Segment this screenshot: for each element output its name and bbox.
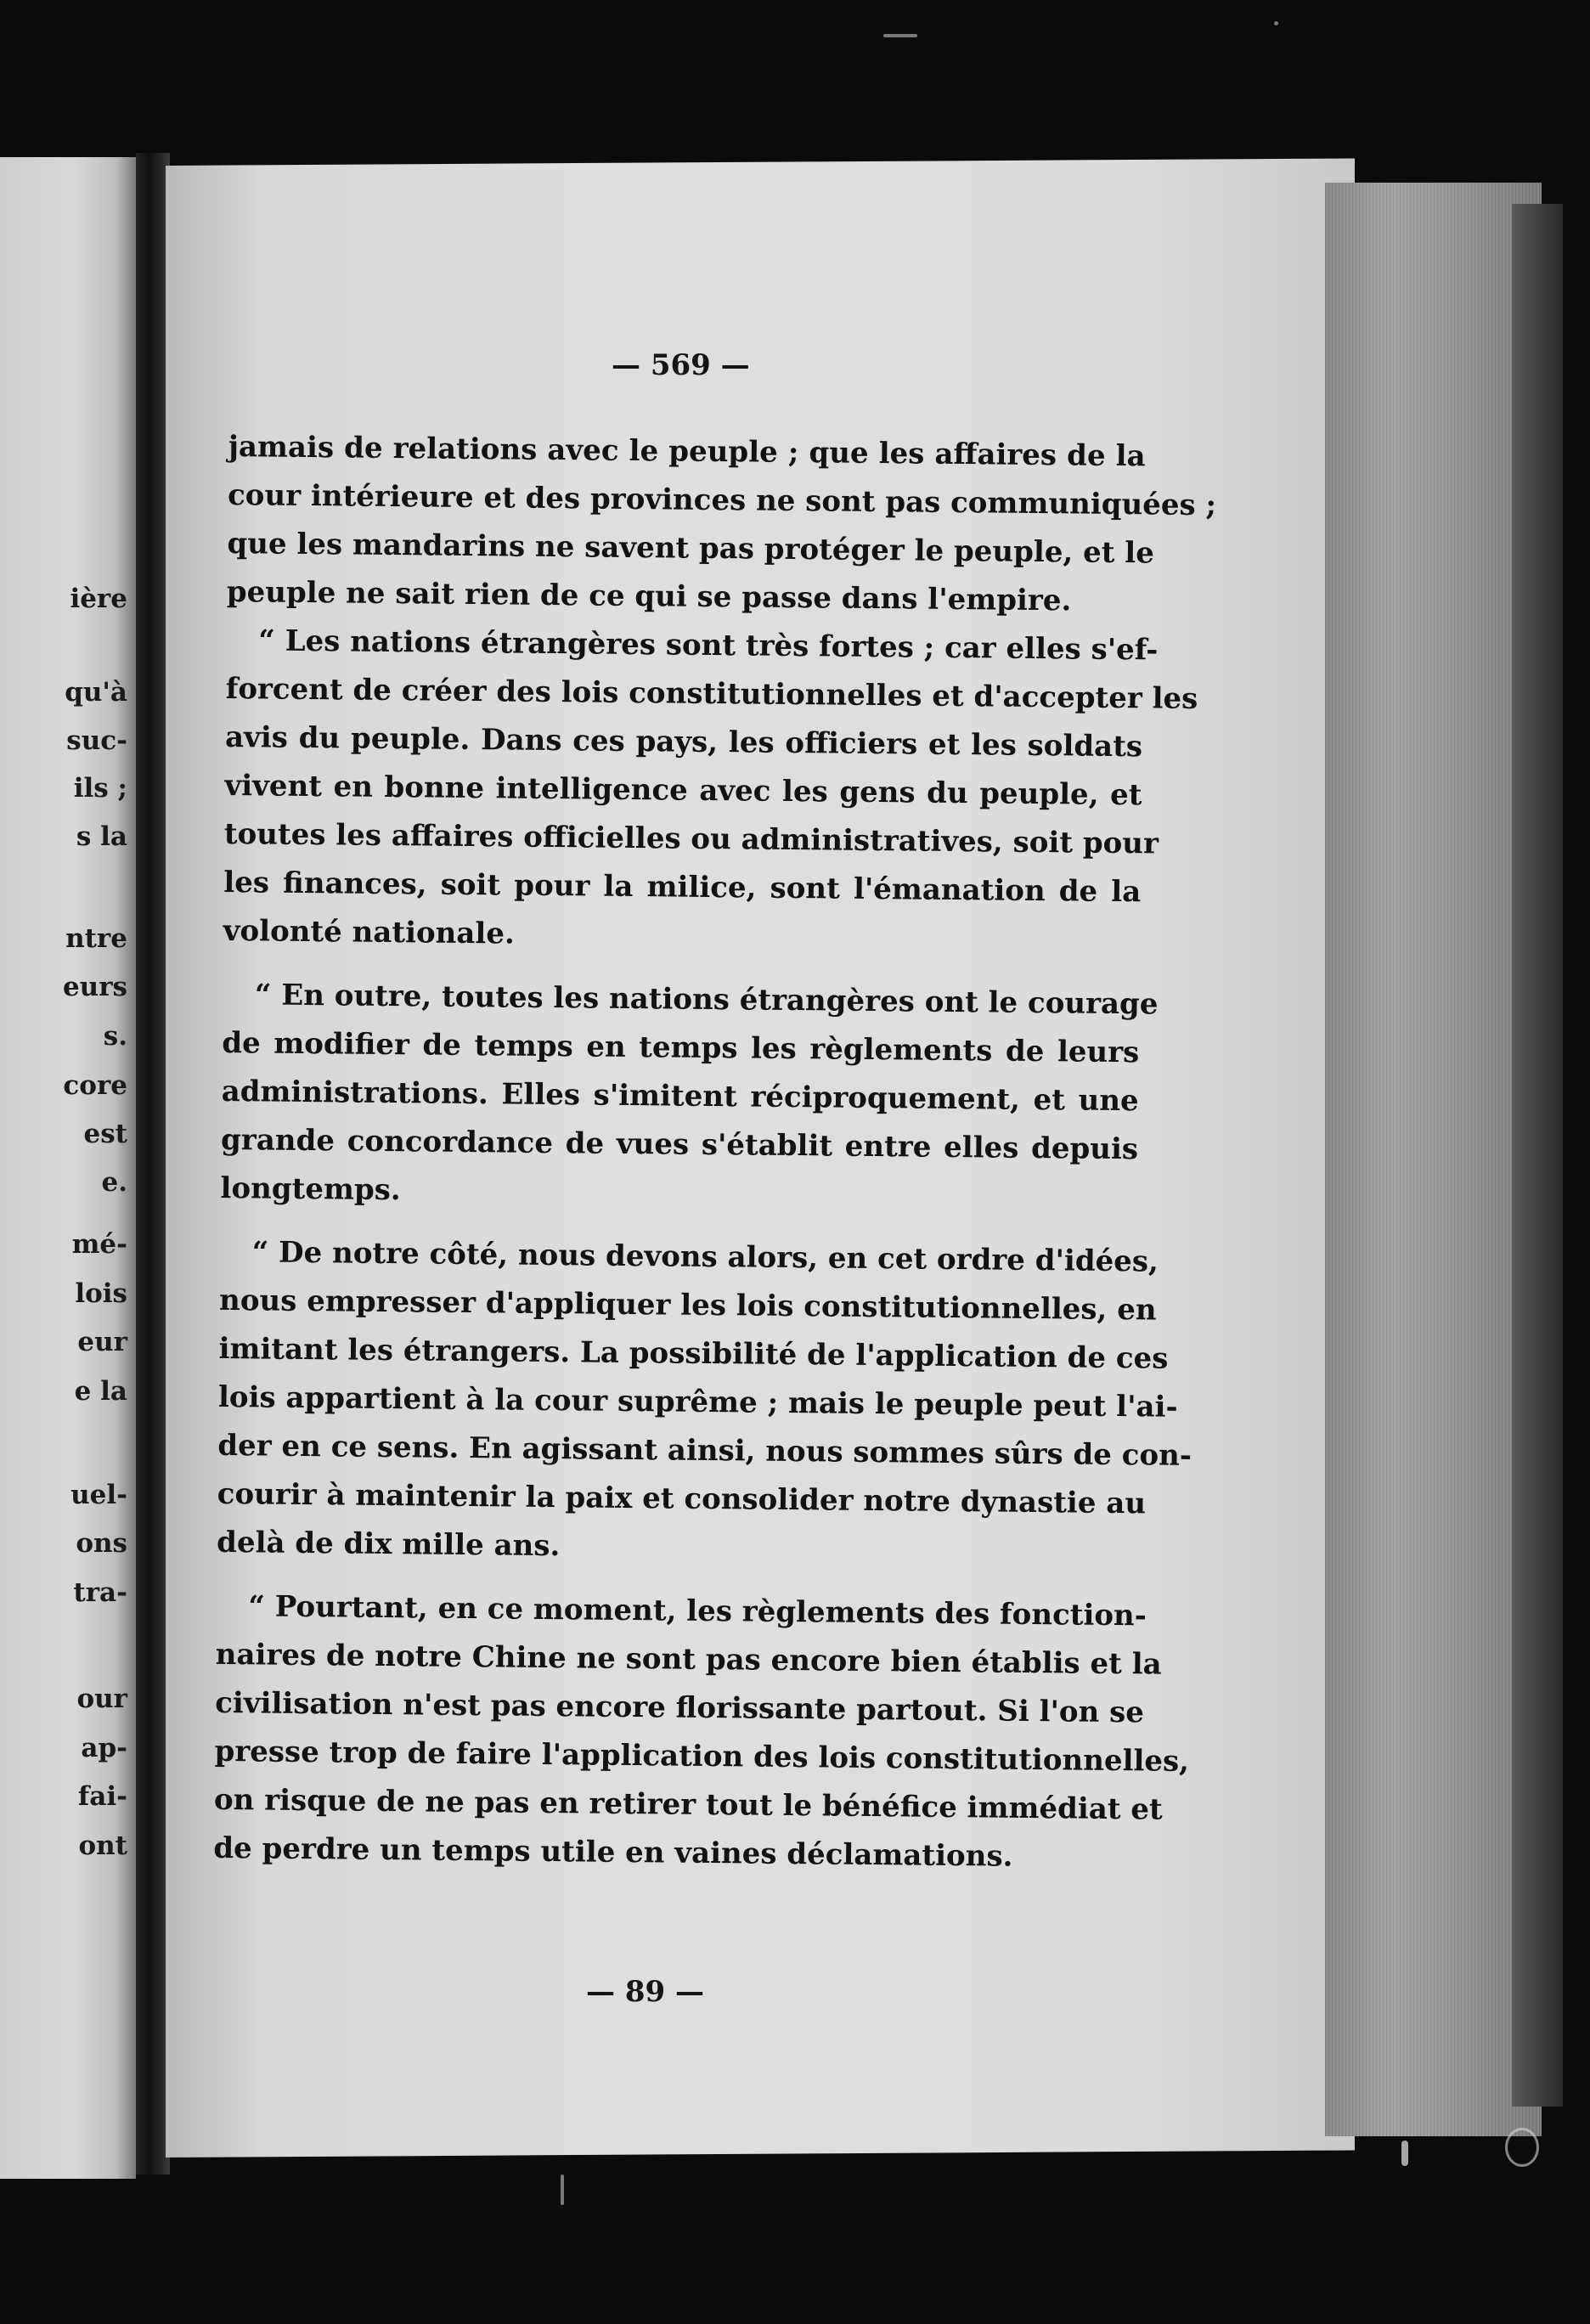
text-line: peuple ne sait rien de ce qui se passe dans l'empire. bbox=[226, 574, 1072, 618]
left-page-fragment: lois bbox=[75, 1278, 127, 1309]
left-page-fragment: s la bbox=[76, 821, 127, 852]
paragraph bbox=[226, 423, 1217, 626]
text-line: on risque de ne pas en retirer tout le bénéfice immédiat et bbox=[213, 1782, 1163, 1827]
left-page-fragment: est bbox=[83, 1119, 127, 1149]
text-line: “ De notre côté, nous devons alors, en cet ordre d'idées, bbox=[251, 1235, 1159, 1279]
text-line: imitant les étrangers. La possibilité de l'application de ces bbox=[218, 1331, 1169, 1376]
left-facing-page bbox=[0, 157, 136, 2179]
book-gutter bbox=[136, 153, 170, 2175]
text-line: toutes les affaires officielles ou administratives, soit pour bbox=[223, 816, 1159, 861]
text-line: nous empresser d'appliquer les lois constitutionnelles, en bbox=[218, 1283, 1157, 1328]
text-line: les finances, soit pour la milice, sont l'émanation de la bbox=[223, 865, 1142, 910]
left-page-fragment: mé- bbox=[71, 1229, 127, 1260]
scan-artifact bbox=[1401, 2141, 1408, 2166]
left-page-fragment: eur bbox=[77, 1327, 127, 1357]
left-page-fragment: core bbox=[63, 1070, 127, 1101]
page-edges-shadow bbox=[1512, 204, 1563, 2107]
text-line: cour intérieure et des provinces ne sont pas communiquées ; bbox=[227, 477, 1217, 523]
paragraph bbox=[223, 617, 1198, 965]
text-line: que les mandarins ne savent pas protéger le peuple, et le bbox=[227, 526, 1155, 571]
text-line: vivent en bonne intelligence avec les gens du peuple, et bbox=[224, 768, 1142, 813]
text-line: “ En outre, toutes les nations étrangères ont le courage bbox=[254, 978, 1159, 1022]
left-page-fragment: tra- bbox=[73, 1577, 127, 1608]
text-line: avis du peuple. Dans ces pays, les officiers et les soldats bbox=[224, 719, 1143, 764]
text-line: volonté nationale. bbox=[223, 913, 516, 951]
text-line: der en ce sens. En agissant ainsi, nous sommes sûrs de con- bbox=[217, 1428, 1192, 1473]
left-page-fragment: ntre bbox=[65, 923, 127, 954]
left-page-fragment: ons bbox=[76, 1528, 127, 1559]
text-line: naires de notre Chine ne sont pas encore bien établis et la bbox=[215, 1637, 1162, 1682]
paragraph bbox=[220, 971, 1159, 1222]
scan-artifact bbox=[561, 2175, 564, 2205]
left-page-fragment: e la bbox=[74, 1376, 127, 1407]
left-page-fragment: ap- bbox=[81, 1733, 127, 1763]
text-line: jamais de relations avec le peuple ; que les affaires de la bbox=[228, 429, 1146, 474]
left-page-fragment: ils ; bbox=[73, 773, 127, 804]
paragraph bbox=[213, 1582, 1190, 1882]
text-line: “ Pourtant, en ce moment, les règlements des fonction- bbox=[248, 1589, 1147, 1633]
scan-artifact bbox=[1274, 21, 1278, 25]
left-page-fragment: our bbox=[76, 1684, 127, 1714]
left-page-fragment: ont bbox=[78, 1830, 127, 1861]
text-line: courir à maintenir la paix et consolider notre dynastie au bbox=[217, 1476, 1147, 1521]
left-page-fragment: eurs bbox=[62, 972, 127, 1002]
text-line: civilisation n'est pas encore florissante partout. Si l'on se bbox=[214, 1685, 1145, 1730]
text-line: administrations. Elles s'imitent réciproquement, et une bbox=[221, 1074, 1139, 1119]
text-line: delà de dix mille ans. bbox=[216, 1525, 561, 1564]
left-page-fragment: e. bbox=[101, 1167, 127, 1198]
page-header-number: — 569 — bbox=[612, 348, 750, 382]
text-line: “ Les nations étrangères sont très fortes ; car elles s'ef- bbox=[258, 623, 1159, 668]
left-page-fragment: suc- bbox=[66, 725, 127, 756]
left-page-fragment: qu'à bbox=[65, 677, 127, 708]
left-page-fragment: ière bbox=[70, 584, 127, 614]
text-line: presse trop de faire l'application des lois constitutionnelles, bbox=[214, 1734, 1190, 1779]
paragraph bbox=[216, 1228, 1192, 1577]
page-footer-number: — 89 — bbox=[586, 1975, 704, 2009]
left-page-fragment: s. bbox=[103, 1021, 127, 1052]
left-page-fragment: fai- bbox=[77, 1781, 127, 1812]
page-body-text bbox=[213, 340, 1217, 1882]
text-line: de perdre un temps utile en vaines déclamations. bbox=[213, 1830, 1013, 1874]
scan-artifact bbox=[1505, 2128, 1539, 2167]
left-page-fragment: uel- bbox=[70, 1480, 127, 1510]
scan-artifact bbox=[883, 34, 917, 37]
text-line: grande concordance de vues s'établit entre elles depuis bbox=[220, 1122, 1139, 1167]
text-line: lois appartient à la cour suprême ; mais le peuple peut l'ai- bbox=[217, 1379, 1178, 1424]
page-edges-stack bbox=[1325, 183, 1542, 2136]
text-line: forcent de créer des lois constitutionnelles et d'accepter les bbox=[225, 671, 1198, 716]
text-line: de modifier de temps en temps les règlements de leurs bbox=[222, 1025, 1140, 1070]
text-line: longtemps. bbox=[220, 1170, 401, 1208]
